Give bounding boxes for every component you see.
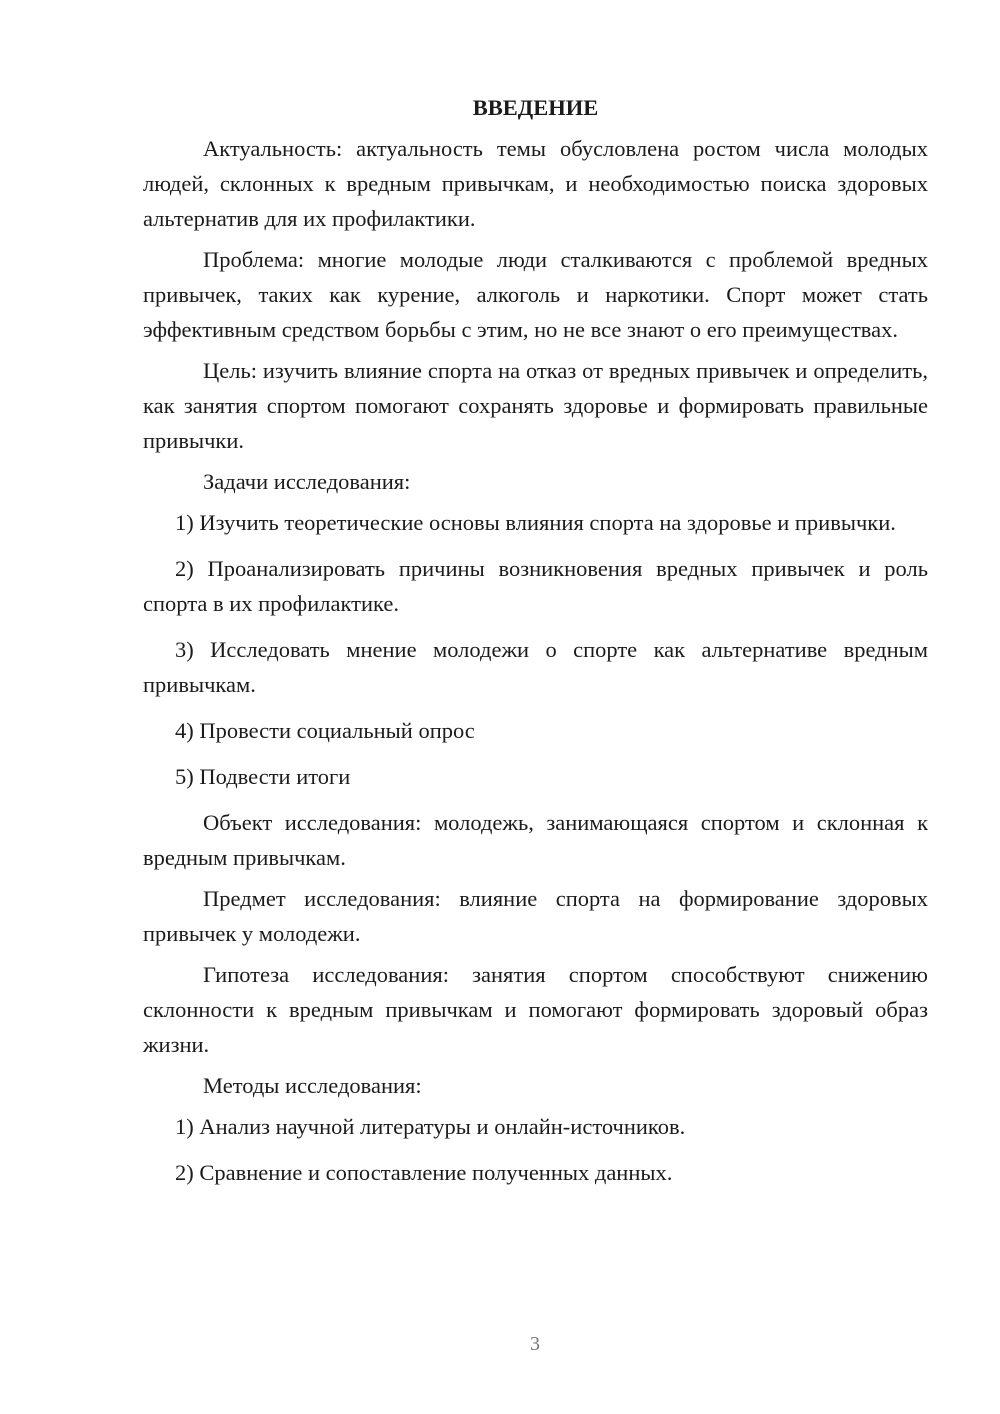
page-title: ВВЕДЕНИЕ	[472, 95, 599, 120]
document-page	[143, 90, 928, 1201]
hypothesis-paragraph: Гипотеза исследования: занятия спортом способствуют снижению склонности к вредным привычкам и помогают формировать здоровый образ жизни.	[143, 962, 928, 1057]
task-item: 1) Изучить теоретические основы влияния спорта на здоровье и привычки.	[175, 510, 896, 535]
method-item: 2) Сравнение и сопоставление полученных данных.	[175, 1160, 673, 1185]
tasks-heading: Задачи исследования:	[203, 469, 411, 494]
problem-paragraph: Проблема: многие молодые люди сталкиваются с проблемой вредных привычек, таких как курение, алкоголь и наркотики. Спорт может стать эффективным средством борьбы с этим, но не все знают о его преимуществах.	[143, 247, 928, 342]
methods-heading: Методы исследования:	[203, 1073, 422, 1098]
page-number: 3	[530, 1333, 540, 1355]
relevance-paragraph: Актуальность: актуальность темы обусловлена ростом числа молодых людей, склонных к вредным привычкам, и необходимостью поиска здоровых альтернатив для их профилактики.	[143, 136, 928, 231]
goal-paragraph: Цель: изучить влияние спорта на отказ от вредных привычек и определить, как занятия спортом помогают сохранять здоровье и формировать правильные привычки.	[143, 358, 928, 453]
object-paragraph: Объект исследования: молодежь, занимающаяся спортом и склонная к вредным привычкам.	[143, 810, 928, 870]
task-item: 5) Подвести итоги	[175, 764, 351, 789]
task-item: 4) Провести социальный опрос	[175, 718, 475, 743]
task-item: 3) Исследовать мнение молодежи о спорте как альтернативе вредным привычкам.	[143, 637, 928, 697]
method-item: 1) Анализ научной литературы и онлайн-источников.	[175, 1114, 686, 1139]
task-item: 2) Проанализировать причины возникновения вредных привычек и роль спорта в их профилактике.	[143, 556, 928, 616]
subject-paragraph: Предмет исследования: влияние спорта на формирование здоровых привычек у молодежи.	[143, 886, 928, 946]
